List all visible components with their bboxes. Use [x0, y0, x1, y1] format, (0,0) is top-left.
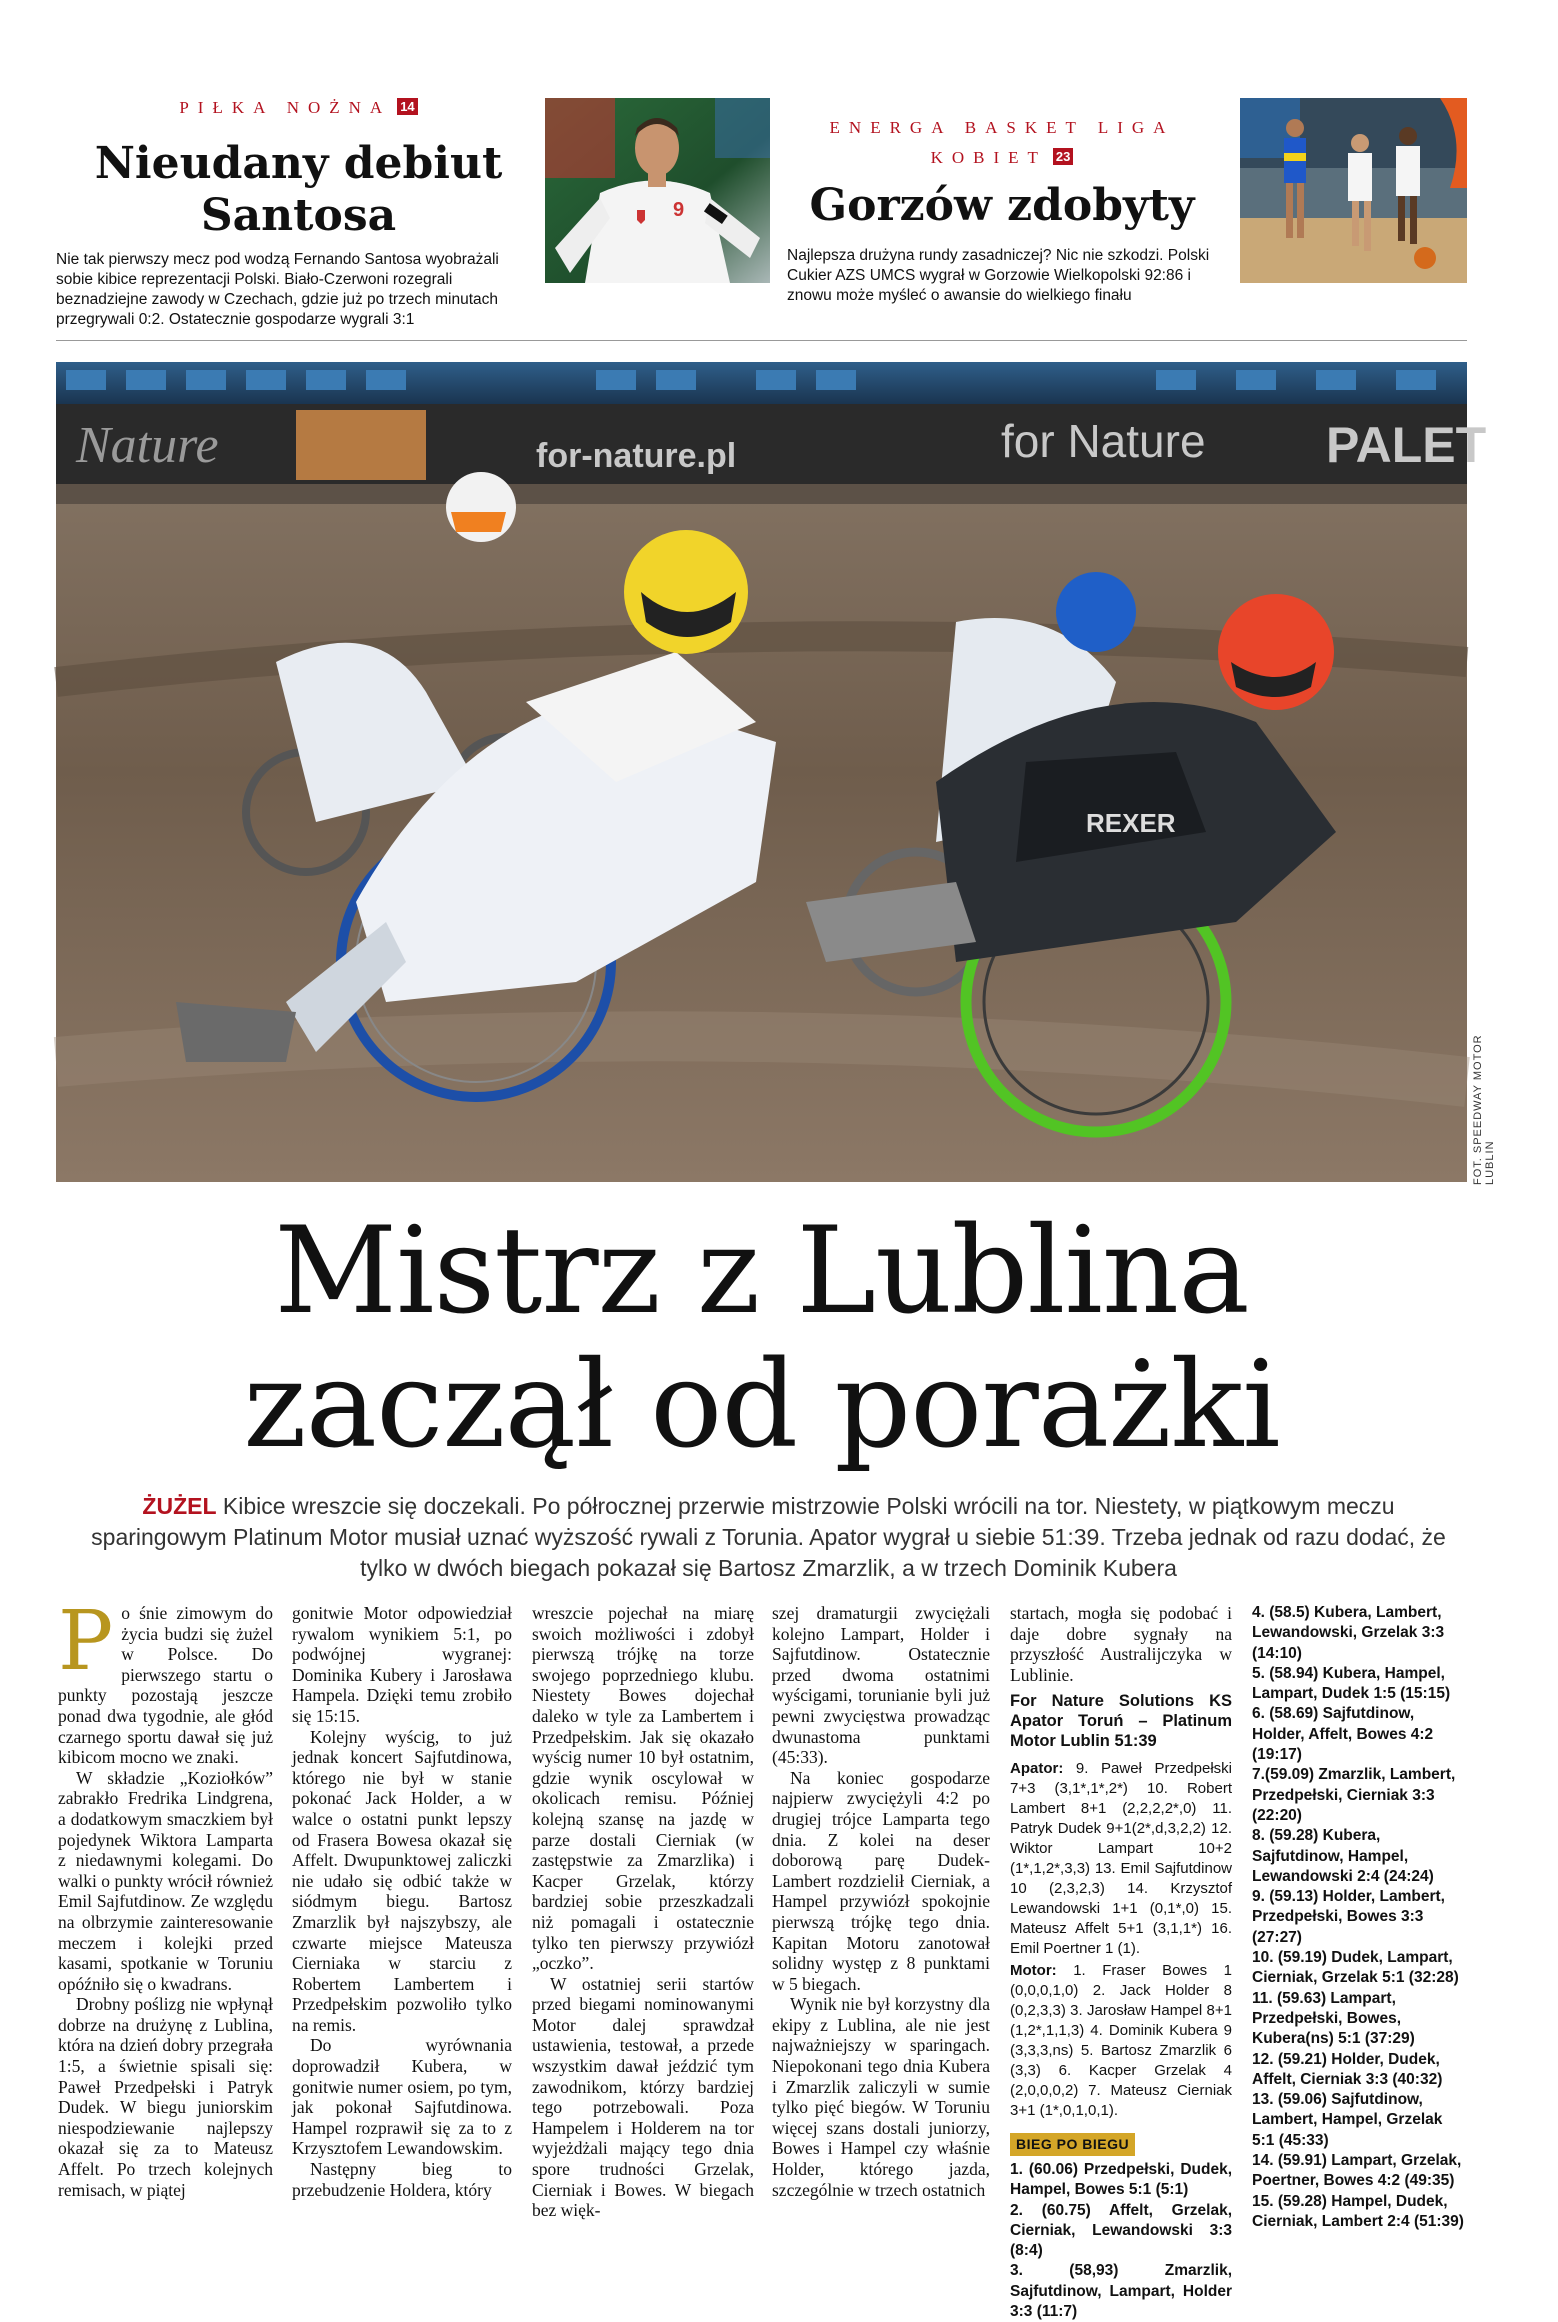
- svg-text:9: 9: [673, 199, 685, 221]
- team-scores: 1. Fraser Bowes 1 (0,0,0,1,0) 2. Jack Holder 8 (0,2,3,3) 3. Jarosław Hampel 8+1 (1,2*,1,1,3) 4. Dominik Kubera 9 (3,3,3,ns) 5. Bartosz Zmarzlik 6 (3,3) 6. Kacper Grzelak 4 (2,0,0,0,2) 7. Mateusz Cierniak 3+1 (1*,0,1,0,1).: [1010, 1962, 1232, 2120]
- page-number-badge: 14: [397, 98, 417, 115]
- article-paragraph: W ostatniej serii startów przed biegami nominowanymi Motor dalej sprawdzał ustawienia, testował, a przede wszystkim dawał jeździć tym zawodnikom, którzy bardziej tego potrzebowali. Poza Hampelem i Holderem na tor wyjeżdżali mający tego dnia spore trudności Grzelak, Cierniak i Bowes. W biegach bez więk-: [532, 1973, 754, 2221]
- teaser-photo-football[interactable]: [545, 98, 770, 283]
- heat-result: 6. (58.69) Sajfutdinow, Holder, Affelt, Bowes 4:2 (19:17): [1252, 1705, 1434, 1764]
- teaser-title-line: Nieudany debiut: [94, 138, 503, 189]
- article-column-4: [772, 1603, 990, 2200]
- article-column-1: [58, 1594, 273, 2200]
- football-player-photo: [545, 98, 770, 283]
- svg-text:REXER: REXER: [1086, 808, 1176, 838]
- heat-result: 1. (60.06) Przedpełski, Dudek, Hampel, Bowes 5:1 (5:1): [1010, 2160, 1232, 2199]
- article-paragraph: Na koniec gospodarze najpierw zwyciężyli 4:2 po drugiej trójce Lamparta tego dnia. Z kolei na deser doborową parę Dudek-Lambert rozdzielił Cierniak, a Hampel przywiózł spokojnie pierwszą trójkę tego dnia. Kapitan Motoru zanotował solidny występ z 8 punktami w 5 biegach.: [772, 1767, 990, 1994]
- heat-result: 10. (59.19) Dudek, Lampart, Cierniak, Grzelak 5:1 (32:28): [1252, 1949, 1459, 1987]
- heat-result: 14. (59.91) Lampart, Grzelak, Poertner, Bowes 4:2 (49:35): [1252, 2152, 1462, 2190]
- heat-result: 9. (59.13) Holder, Lambert, Przedpełski, Bowes 3:3 (27:27): [1252, 1888, 1445, 1946]
- banner-text: Nature: [76, 417, 219, 474]
- article-paragraph: gonitwie Motor odpowiedział rywalom wynikiem 5:1, po podwójnej wygranej: Dominika Kubery i Jarosława Hampela. Dzięki temu zrobiło się 15:15.: [292, 1603, 512, 1726]
- banner-text: for-nature.pl: [536, 437, 737, 475]
- article-column-2: [292, 1603, 512, 2200]
- teaser-basketball[interactable]: [787, 98, 1217, 306]
- headline-line: Mistrz z Lublina: [274, 1202, 1249, 1341]
- teaser-football[interactable]: [56, 98, 541, 330]
- heats-list-b: [1252, 1603, 1466, 2232]
- article-paragraph: Do wyrównania doprowadził Kubera, w gonitwie numer osiem, po tym, jak pokonał Sajfutdinowa. Hampel rozprawił się za to z Krzysztofem Lewandowskim.: [292, 2035, 512, 2159]
- article-paragraph: szej dramaturgii zwyciężali kolejno Lampart, Holder i Sajfutdinow. Ostatecznie przed dwoma ostatnimi wyścigami, torunianie byli już pewni zwycięstwa prowadząc dwunastoma punktami (45:33).: [772, 1603, 990, 1768]
- teaser-summary: Najlepsza drużyna rundy zasadniczej? Nic nie szkodzi. Polski Cukier AZS UMCS wygrał w Gorzowie Wielkopolski 92:86 i znowu może myśleć o awansie do wielkiego finału: [787, 247, 1210, 304]
- teaser-title[interactable]: Gorzów zdobyty: [809, 180, 1195, 231]
- team-scores: 9. Paweł Przedpełski 7+3 (3,1*,1*,2*) 10. Robert Lambert 8+1 (2,2,2,2*,0) 11. Patryk Dudek 9+1(2*,d,3,2,2) 12. Wiktor Lampart 10+2 (1*,1,2*,3,3) 13. Emil Sajfutdinow 10 (2,3,2,3) 14. Krzysztof Lewandowski 1+1 (0,1*,0) 15. Mateusz Affelt 5+1 (3,1,1*) 16. Emil Poertner 1 (1).: [1010, 1760, 1232, 1958]
- heat-result: 15. (59.28) Hampel, Dudek, Cierniak, Lambert 2:4 (51:39): [1252, 2192, 1464, 2230]
- teaser-kicker: [56, 98, 541, 118]
- team-lineup-apator: [1010, 1759, 1232, 1959]
- section-tag: ŻUŻEL: [142, 1493, 217, 1519]
- article-paragraph: Wynik nie był korzystny dla ekipy z Lublina, ale nie jest najważniejszy w sparingach. Niepokonani tego dnia Kubera i Zmarzlik zaliczyli w sumie tylko pięć biegów. W Toruniu więcej szans dostali juniorzy, Bowes i Hampel czy właśnie Holder, którego jazda, szczególnie w trzech ostatnich: [772, 1994, 990, 2200]
- article-paragraph: wreszcie pojechał na miarę swoich możliwości i zdobył pierwszą trójkę na torze swojego poprzedniego klubu. Niestety Bowes dojechał daleko w tyle za Lambertem i Przedpełskim. Jak się okazało wyścig numer 10 był ostatnim, gdzie wynik oscylował w okolicach remisu. Później kolejną szansę na jazdę w parze dostali Cierniak (w zastępstwie za Zmarzlika) i Kacper Grzelak, którzy bardziej sobie przeszkadzali niż pomagali i ostatecznie tylko ten pierwszy przywiózł „oczko”.: [532, 1603, 754, 1974]
- article-paragraph: startach, mogła się podobać i daje dobre sygnały na przyszłość Australijczyka w Lublinie.: [1010, 1603, 1232, 1685]
- heat-result: 7.(59.09) Zmarzlik, Lambert, Przedpełski, Cierniak 3:3 (22:20): [1252, 1766, 1456, 1824]
- lead-paragraph: [86, 1491, 1451, 1584]
- photo-credit: FOT. SPEEDWAY MOTOR LUBLIN: [1472, 1034, 1496, 1185]
- lead-text: Kibice wreszcie się doczekali. Po półrocznej przerwie mistrzowie Polski wrócili na tor. Niestety, w piątkowym meczu sparingowym Platinum Motor musiał uznać wyższość rywali z Torunia. Apator wygrał u siebie 51:39. Trzeba jednak od razu dodać, że tylko w dwóch biegach pokazał się Bartosz Zmarzlik, a w trzech Dominik Kubera: [91, 1493, 1446, 1581]
- banner-text: for Nature: [1001, 415, 1206, 467]
- heats-list-a: [1010, 2160, 1232, 2322]
- team-label: Motor:: [1010, 1962, 1057, 1980]
- page-number-badge: 23: [1053, 148, 1073, 165]
- teaser-kicker-text: ENERGA BASKET LIGA: [829, 118, 1175, 137]
- banner-text: PALET: [1326, 417, 1487, 473]
- heat-result: 2. (60.75) Affelt, Grzelak, Cierniak, Lewandowski 3:3 (8:4): [1010, 2201, 1232, 2260]
- heats-header: [1010, 2133, 1232, 2156]
- match-result-title: For Nature Solutions KS Apator Toruń – Platinum Motor Lublin 51:39: [1010, 1692, 1232, 1751]
- article-paragraph: W składzie „Koziołków” zabrakło Fredrika Lindgrena, a dodatkowym smaczkiem był pojedynek Wiktora Lamparta z niedawnymi kolegami. Do walki o punkty wrócił również Emil Sajfutdinow. Ze względu na olbrzymie zainteresowanie meczem i kolejki przed kasami, spotkanie w Toruniu opóźniło się o kwadrans.: [58, 1767, 273, 1994]
- team-lineup-motor: [1010, 1961, 1232, 2121]
- article-paragraph: Kolejny wyścig, to już jednak koncert Sajfutdinowa, którego nie był w stanie pokonać Jack Holder, a w walce o ostatni punkt lepszy od Frasera Bowesa okazał się Affelt. Dwupunktowej zaliczki nie udało się odbić także w siódmym biegu. Bartosz Zmarzlik był najszybszy, ale czwarte miejsce Mateusza Cierniaka w starciu z Robertem Lambertem i Przedpełskim pozwoliło tylko na remis.: [292, 1726, 512, 2035]
- article-column-3: [532, 1603, 754, 2221]
- teaser-title[interactable]: [56, 138, 541, 242]
- article-paragraph: Następny bieg to przebudzenie Holdera, który: [292, 2159, 512, 2200]
- heat-result: 8. (59.28) Kubera, Sajfutdinow, Hampel, Lewandowski 2:4 (24:24): [1252, 1827, 1434, 1885]
- heat-result: 3. (58,93) Zmarzlik, Sajfutdinow, Lampart, Holder 3:3 (11:7): [1010, 2262, 1232, 2321]
- teaser-summary: Nie tak pierwszy mecz pod wodzą Fernando Santosa wyobrażali sobie kibice reprezentacji Polski. Biało-Czerwoni rozegrali beznadziejne zawody w Czechach, gdzie już po trzech minutach przegrywali 0:2. Ostatecznie gospodarze wygrali 3:1: [56, 251, 499, 328]
- teaser-kicker-text: KOBIET: [930, 148, 1047, 167]
- team-label: Apator:: [1010, 1760, 1064, 1778]
- headline-line: zaczął od porażki: [243, 1336, 1280, 1475]
- heat-by-heat-badge: BIEG PO BIEGU: [1010, 2133, 1135, 2156]
- teaser-title-line: Santosa: [200, 190, 397, 241]
- article-column-5: [1010, 1603, 1232, 2322]
- headline: [56, 1202, 1467, 1475]
- heat-result: 12. (59.21) Holder, Dudek, Affelt, Cierniak 3:3 (40:32): [1252, 2050, 1443, 2088]
- heat-result: 5. (58.94) Kubera, Hampel, Lampart, Dudek 1:5 (15:15): [1252, 1664, 1451, 1703]
- teaser-kicker-text: PIŁKA NOŻNA: [179, 98, 392, 117]
- teaser-kicker: [787, 118, 1217, 168]
- drop-cap: P: [58, 1594, 114, 1689]
- teaser-photo-basketball[interactable]: [1240, 98, 1467, 283]
- heat-result: 11. (59.63) Lampart, Przedpełski, Bowes, Kubera(ns) 5:1 (37:29): [1252, 1989, 1415, 2048]
- heat-result: 4. (58.5) Kubera, Lambert, Lewandowski, Grzelak 3:3 (14:10): [1252, 1604, 1445, 1662]
- section-divider: [56, 340, 1467, 341]
- heat-result: 13. (59.06) Sajfutdinow, Lambert, Hampel, Grzelak 5:1 (45:33): [1252, 2091, 1443, 2149]
- article-paragraph: Drobny poślizg nie wpłynął dobrze na drużynę z Lublina, która na dzień dobry przegrała 1:5, a świetnie spisali się: Paweł Przedpełski i Patryk Dudek. W biegu juniorskim niespodziewanie najlepszy okazał się za to Mateusz Affelt. Po trzech kolejnych remisach, w piątej: [58, 1994, 273, 2200]
- basketball-players-photo: [1240, 98, 1467, 283]
- article-paragraph: o śnie zimowym do życia budzi się żużel w Polsce. Do pierwszego startu o punkty pozostają jeszcze ponad dwa tygodnie, ale głód czarnego sportu dawał się już kibicom mocno we znaki.: [58, 1603, 273, 1768]
